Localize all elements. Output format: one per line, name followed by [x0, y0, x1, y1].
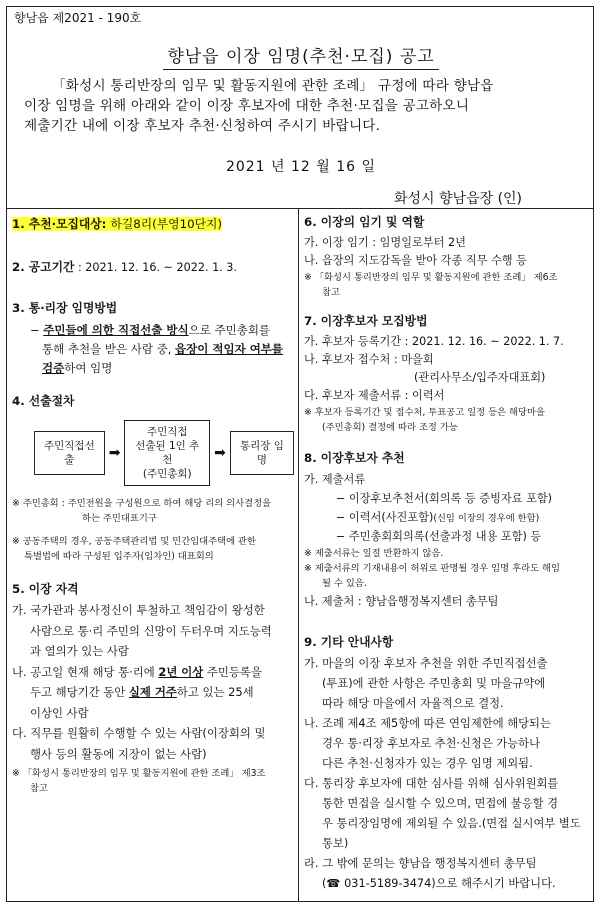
note-general-assembly: ※ 주민총회 : 주민전원을 구성원으로 하여 해당 리의 의사결정을 하는 주민대표기구 [12, 498, 272, 524]
section-1: 1. 추천·모집대상: 하길8리(부영10단지) [12, 217, 222, 231]
section-2: 2. 공고기간 : 2021. 12. 16. ~ 2022. 1. 3. [12, 260, 237, 274]
section-8-notes: ※ 제출서류는 일절 반환하지 않음. ※ 제출서류의 기재내용이 허위로 판명될 경우 임명 후라도 해임 될 수 있음. [304, 548, 560, 589]
section-9-title: 9. 기타 안내사항 [304, 635, 394, 649]
section-8-submit: 나. 제출처 : 향남읍행정복지센터 총무팀 [304, 595, 499, 608]
section-8-body: 가. 제출서류 − 이장후보추천서(회의록 등 증빙자료 포함) − 이력서(사진포함)(신임 이장의 경우에 한함) − 주민총회회의록(선출과정 내용 포함) 등 [304, 473, 553, 543]
section-5-body: 가. 국가관과 봉사정신이 투철하고 책임감이 왕성한 사람으로 통·리 주민의 신망이 두터우며 지도능력 과 열의가 있는 사람 나. 공고일 현재 해당 통·리에 2년 이상 주민등록을 두고 해당기간 동안 실제 거주하고 있는 25세 이상인 사람 다. 직무를 원활히 수행할 수 있는 사람(이장회의 및 행사 등의 활동에 지장이 없는 사람) [12, 603, 272, 761]
section-7-body: 가. 후보자 등록기간 : 2021. 12. 16. ~ 2022. 1. 7. 나. 후보자 접수처 : 마을회 (관리사무소/입주자대표회) 다. 후보자 제출서류 : 이력서 [304, 335, 564, 402]
section-6-body: 가. 이장 임기 : 임명일로부터 2년 나. 읍장의 지도감독을 받아 각종 직무 수행 등 [304, 236, 527, 267]
divider-horizontal [6, 208, 594, 209]
section-5-title: 5. 이장 자격 [12, 582, 79, 596]
section-7-title: 7. 이장후보자 모집방법 [304, 314, 428, 328]
section-6-note: ※ 「화성시 통리반장의 임무 및 활동지원에 관한 조례」 제6조 참고 [304, 272, 558, 298]
flow-step-2: 주민직접 선출된 1인 추천 (주민총회) [124, 420, 210, 486]
section-4-title: 4. 선출절차 [12, 394, 75, 408]
arrow-right-icon: ➡ [108, 445, 121, 461]
section-6-title: 6. 이장의 임기 및 역할 [304, 215, 425, 229]
arrow-right-icon: ➡ [214, 445, 226, 461]
section-9-body: 가. 마을의 이장 후보자 추천을 위한 주민직접선출 (투표)에 관한 사항은 주민총회 및 마을규약에 따라 해당 마을에서 자율적으로 결정. 나. 조례 제4조 제5항에 따른 연임제한에 해당되는 경우 통·리장 후보자로 추천·신청은 가능하나 다른 추천·신청자가 있는 경우 임명 제외됨. 다. 통리장 후보자에 대한 심사를 위해 심사위원회를 통한 면접을 실시할 수 있으며, 면접에 불응할 경 우 통리장임명에 제외될 수 있음.(면접 실시여부 별도 통보) 라. 그 밖에 문의는 향남읍 행정복지센터 총무팀 (☎ 031-5189-3474)으로 해주시기 바랍니다. [304, 657, 581, 890]
intro-paragraph: 「화성시 통리반장의 임무 및 활동지원에 관한 조례」 규정에 따라 향남읍 이장 임명을 위해 아래와 같이 이장 후보자에 대한 추천·모집을 공고하오니 제출기간 내에 이장 후보자 추천·신청하여 주시기 바랍니다. [24, 78, 494, 134]
note-apartment: ※ 공동주택의 경우, 공동주택관리법 및 민간임대주택에 관한 특별법에 따라 구성된 입주자(임차인) 대표회의 [12, 536, 257, 562]
section-8-title: 8. 이장후보자 추천 [304, 451, 405, 465]
section-5-note: ※ 「화성시 통리반장의 임무 및 활동지원에 관한 조례」 제3조 참고 [12, 768, 266, 794]
section-7-note: ※ 후보자 등록기간 및 접수처, 투표공고 일정 등은 해당마을 (주민총회) 결정에 따라 조정 가능 [304, 407, 545, 433]
flow-step-1: 주민직접선출 [34, 431, 105, 475]
selection-flow [34, 420, 294, 486]
document-number: 향남읍 제2021 - 190호 [14, 11, 142, 25]
section-3-title: 3. 통·리장 임명방법 [12, 301, 118, 315]
left-column [12, 213, 294, 796]
notice-date: 2021 년 12 월 16 일 [225, 159, 377, 175]
flow-step-3: 통리장 임명 [230, 431, 294, 475]
section-3-body: − 주민들에 의한 직접선출 방식으로 주민총회를 통해 추천을 받은 사람 중, 읍장이 적임자 여부를 검증하여 임명 [30, 323, 284, 375]
right-column [304, 213, 590, 894]
divider-vertical [298, 208, 299, 902]
page-title: 향남읍 이장 임명(추천·모집) 공고 [0, 42, 602, 70]
issuer: 화성시 향남읍장 (인) [394, 191, 523, 207]
